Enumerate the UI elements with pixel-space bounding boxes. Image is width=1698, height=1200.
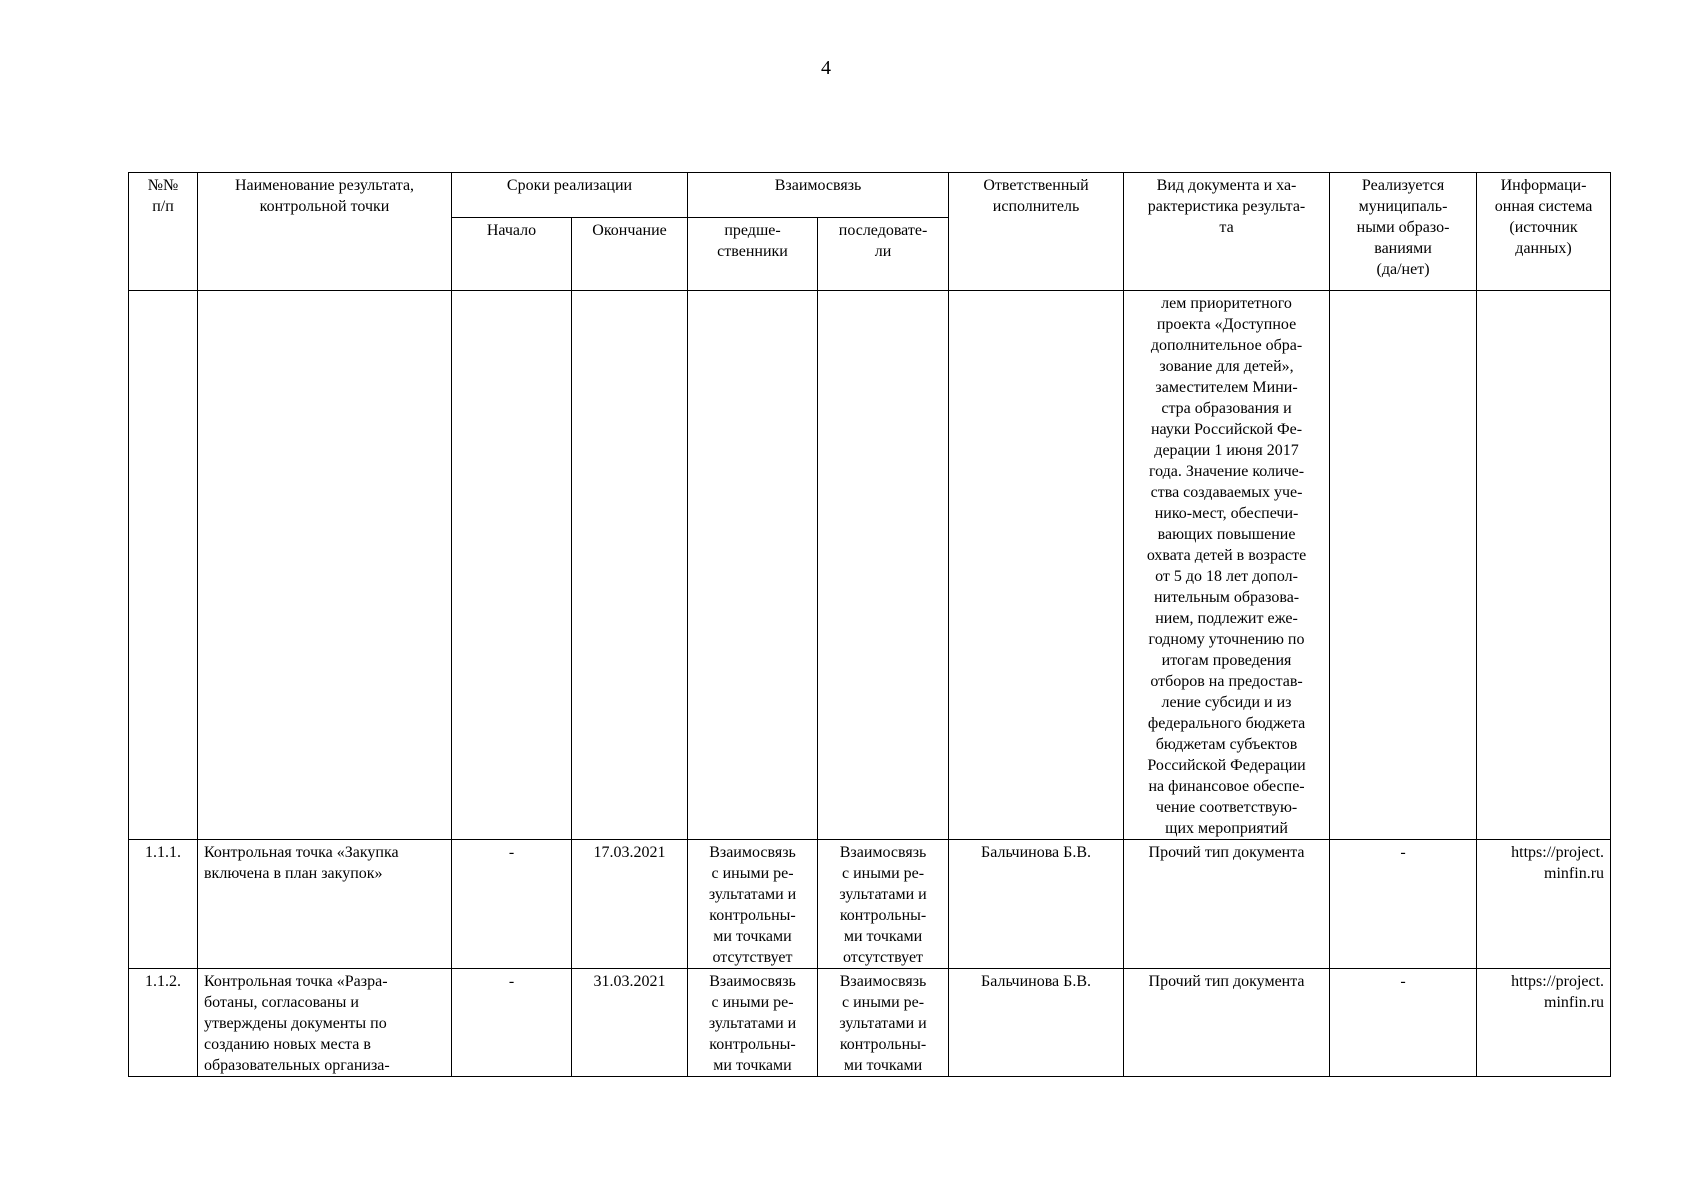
cell-num: 1.1.1. — [129, 840, 198, 969]
header-responsible: Ответственный исполнитель — [949, 173, 1124, 291]
header-start: Начало — [452, 218, 572, 291]
cell-predecessors: Взаимосвязь с иными ре- зультатами и контрольны- ми точками отсутствует — [688, 840, 818, 969]
cell-start: - — [452, 969, 572, 1077]
cell-municipal: - — [1330, 969, 1477, 1077]
header-doc-type: Вид документа и ха- рактеристика результа- та — [1124, 173, 1330, 291]
header-predecessors: предше- ственники — [688, 218, 818, 291]
table-row — [129, 840, 1611, 969]
cell-successors — [818, 291, 949, 840]
table-row-continuation — [129, 291, 1611, 840]
table-row — [129, 969, 1611, 1077]
cell-end: 31.03.2021 — [572, 969, 688, 1077]
cell-start: - — [452, 840, 572, 969]
header-end: Окончание — [572, 218, 688, 291]
cell-name — [198, 291, 452, 840]
cell-name: Контрольная точка «Закупка включена в план закупок» — [198, 840, 452, 969]
cell-doc-type: Прочий тип документа — [1124, 969, 1330, 1077]
cell-doc-type: лем приоритетного проекта «Доступное дополнительное обра- зование для детей», заместителем Мини- стра образования и науки Российской Фе- дерации 1 июня 2017 года. Значение количе- ства создаваемых уче- нико-мест, обеспечи- вающих повышение охвата детей в возрасте от 5 до 18 лет допол- нительным образова- нием, подлежит еже- годному уточнению по итогам проведения отборов на предостав- ление субсиди и из федерального бюджета бюджетам субъектов Российской Федерации на финансовое обеспе- чение соответствую- щих мероприятий — [1124, 291, 1330, 840]
page-number: 4 — [821, 57, 831, 79]
cell-info-system: https://project. minfin.ru — [1477, 969, 1611, 1077]
cell-doc-type: Прочий тип документа — [1124, 840, 1330, 969]
cell-predecessors — [688, 291, 818, 840]
cell-name: Контрольная точка «Разра- ботаны, согласованы и утверждены документы по созданию новых места в образовательных организа- — [198, 969, 452, 1077]
cell-end — [572, 291, 688, 840]
cell-end: 17.03.2021 — [572, 840, 688, 969]
cell-predecessors: Взаимосвязь с иными ре- зультатами и контрольны- ми точками — [688, 969, 818, 1077]
cell-municipal — [1330, 291, 1477, 840]
cell-responsible: Бальчинова Б.В. — [949, 969, 1124, 1077]
cell-successors: Взаимосвязь с иными ре- зультатами и контрольны- ми точками отсутствует — [818, 840, 949, 969]
cell-num — [129, 291, 198, 840]
table-header — [129, 173, 1611, 291]
header-info-system: Информаци- онная система (источник данных) — [1477, 173, 1611, 291]
cell-info-system — [1477, 291, 1611, 840]
plan-table — [128, 172, 1611, 1077]
header-name: Наименование результата, контрольной точки — [198, 173, 452, 291]
header-relation: Взаимосвязь — [688, 173, 949, 218]
header-terms: Сроки реализации — [452, 173, 688, 218]
cell-info-system: https://project. minfin.ru — [1477, 840, 1611, 969]
header-successors: последовате- ли — [818, 218, 949, 291]
cell-municipal: - — [1330, 840, 1477, 969]
header-num: №№ п/п — [129, 173, 198, 291]
cell-responsible — [949, 291, 1124, 840]
cell-responsible: Бальчинова Б.В. — [949, 840, 1124, 969]
cell-successors: Взаимосвязь с иными ре- зультатами и контрольны- ми точками — [818, 969, 949, 1077]
cell-start — [452, 291, 572, 840]
cell-num: 1.1.2. — [129, 969, 198, 1077]
header-municipal: Реализуется муниципаль- ными образо- ваниями (да/нет) — [1330, 173, 1477, 291]
